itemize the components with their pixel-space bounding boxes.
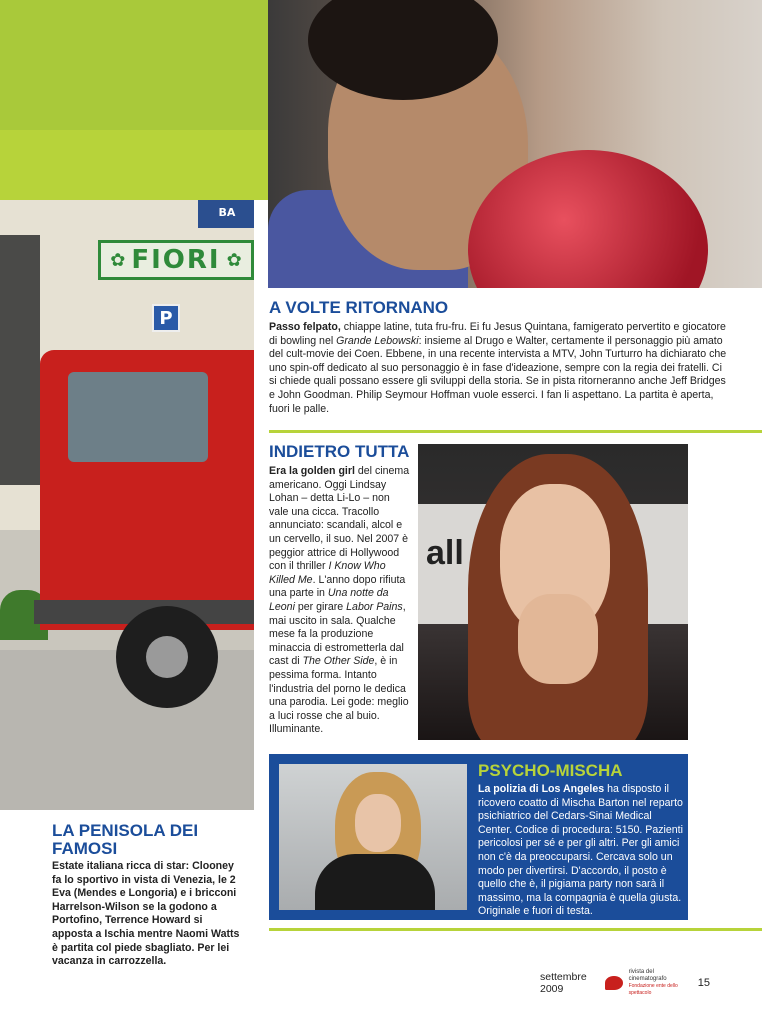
fiori-sign-text: FIORI [131, 245, 221, 275]
body-text: ha disposto il ricovero coatto di Mischa Barton nel reparto psichiatrico del Cedars-Sinai Medical Center. Codice di procedura: 5150. Pazienti pericolosi per sé e per gli altri. Per gli amici non c'è da preoccuparsi. Cercava solo un modo per divertirsi. D'accordo, il posto è quello che è, il pigiama party non sarà il massimo, ma la compagnia è quella giusta. Originale e fuori di testa. [478, 783, 683, 918]
article-body [478, 783, 684, 919]
magazine-brand [629, 969, 688, 997]
article-lead: Passo felpato, [269, 321, 341, 333]
bank-sign: BA [198, 196, 254, 228]
page-footer [540, 969, 710, 996]
article-ritornano [269, 298, 731, 416]
article-title: INDIETRO TUTTA [269, 442, 410, 461]
article-body [269, 321, 731, 416]
page-number: 15 [697, 977, 710, 989]
fiori-shop-sign [98, 240, 254, 280]
article-title: LA PENISOLA DEI FAMOSI [52, 821, 199, 858]
film-title: I Know Who Killed Me [269, 560, 386, 586]
brand-foundation: Fondazione ente dello spettacolo [628, 983, 678, 996]
body-text: per girare [294, 600, 347, 613]
body-text: , mai uscito in sala. Qualche mese fa la produzione minaccia di estrometterla dal cast di [269, 600, 406, 668]
film-title: Grande Lebowski [336, 334, 419, 347]
column-gutter [254, 200, 268, 810]
body-text: . L'anno dopo rifiuta una parte in [269, 573, 406, 600]
body-text: del cinema americano. Oggi Lindsay Lohan – detta Li-Lo – non vale una cicca. Tracollo annunciato: scandali, alcol e un cervello, il suo. Nel 2007 è peggior attrice di Hollywood con il thriller [269, 465, 410, 573]
body-text: chiappe latine, tuta fru-fru. Ei fu Jesus Quintana, famigerato pervertito e giocatore di bowling nel [269, 321, 726, 347]
backdrop-logo: all [426, 534, 464, 572]
mischa-photo [279, 764, 467, 910]
bowler-photo [268, 0, 762, 288]
article-body [269, 465, 411, 737]
black-top [315, 854, 435, 910]
truck-window [68, 372, 208, 462]
issue-date: settembre 2009 [540, 971, 587, 995]
brand-name: rivista del cinematografo [628, 969, 667, 982]
clover-icon: ✿ [226, 249, 242, 271]
body-text: : insieme al Drugo e Walter, certamente il personaggio più amato del cult-movie dei Coen. Ebbene, in una recente intervista a MTV, John Turturro ha dichiarato che uno spin-off dedicato al suo personaggio è in fase d'ideazione, sempre con la regia dei fratelli. Ci si chiede quali possano essere gli sviluppi della storia. Se in pista ritorneranno anche Jeff Bridges e John Goodman. Philip Seymour Hoffman vuole esserci. I fan li aspettano. La partita è aperta, fuori le palle. [269, 334, 727, 415]
article-lead: La polizia di Los Angeles [478, 783, 605, 795]
building-doorway [0, 235, 40, 485]
hand [518, 594, 598, 684]
article-mischa [478, 761, 684, 919]
clover-icon: ✿ [110, 249, 126, 271]
truck-wheel [116, 606, 218, 708]
parking-sign: P [152, 304, 180, 332]
article-title: A VOLTE RITORNANO [269, 298, 449, 317]
body-text: , è in pessima forma. Intanto l'industria del porno le dedica una parodia. Lei gode: meglio a luci rosse che al buio. Illuminante. [269, 655, 409, 736]
article-penisola [0, 810, 254, 1024]
magazine-logo-icon [605, 976, 623, 990]
article-title: PSYCHO-MISCHA [478, 761, 623, 780]
article-lead: Era la golden girl [269, 465, 355, 477]
article-body: Estate italiana ricca di star: Clooney fa lo sportivo in vista di Venezia, le 2 Eva (Mendes e Longoria) e i bricconi Harrelson-Wilson se la godono a Portofino, Terrence Howard si apposta a Ischia mentre Naomi Watts è partita col piede sbagliato. Per lei vacanza in carrozzella. [52, 860, 240, 968]
film-title: The Other Side [302, 655, 375, 668]
section-divider [269, 928, 762, 931]
section-divider [269, 430, 762, 433]
lohan-photo [418, 444, 688, 740]
film-title: Una notte da Leoni [269, 587, 389, 613]
lime-accent-top [0, 0, 268, 130]
woman-face [355, 794, 401, 852]
film-title: Labor Pains [346, 600, 403, 613]
article-indietro [269, 442, 411, 737]
